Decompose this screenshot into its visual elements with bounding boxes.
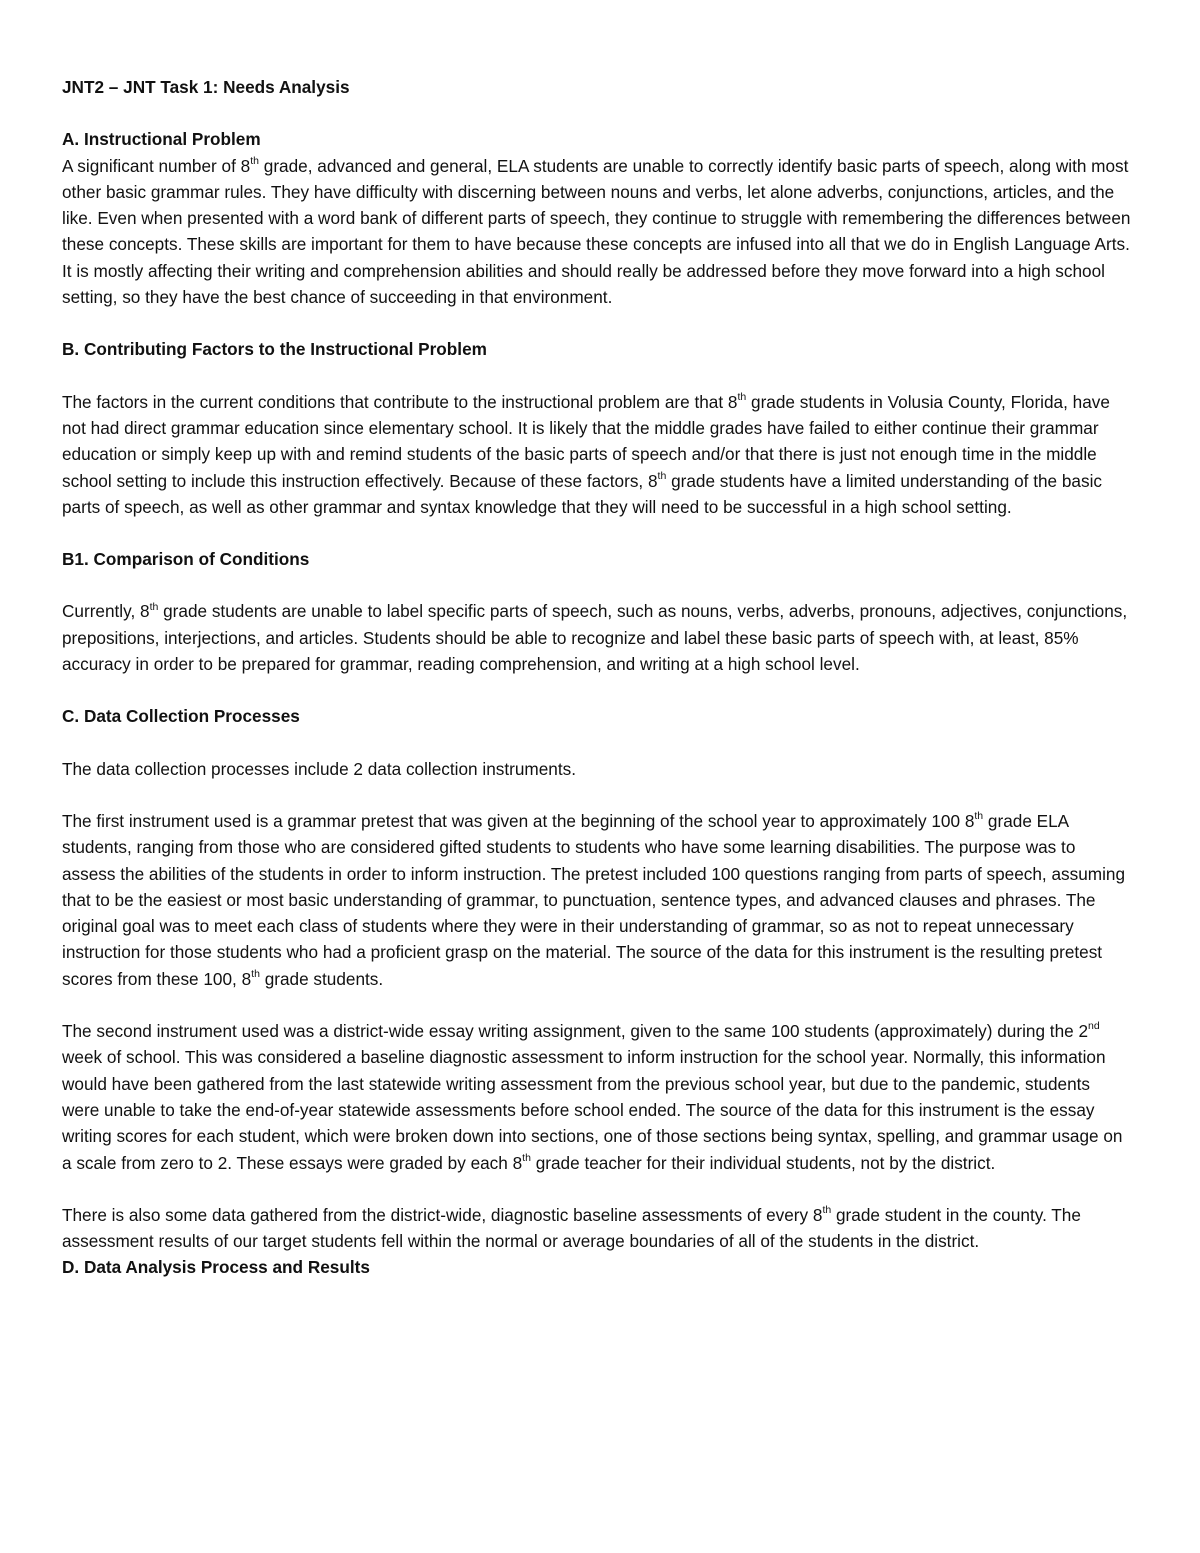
document-title: JNT2 – JNT Task 1: Needs Analysis [62,77,350,97]
text-run: A significant number of 8 [62,155,251,176]
heading-data-collection: C. Data Collection Processes [62,706,300,727]
heading-contributing-factors: B. Contributing Factors to the Instructional Problem [62,339,487,360]
ordinal-suffix: th [149,600,159,613]
ordinal-suffix: nd [1088,1020,1100,1033]
text-run: The second instrument used was a district-wide essay writing assignment, given to the same 100 students (approximately) during the 2 [62,1021,1089,1042]
ordinal-suffix: th [251,967,260,980]
text-run: grade students are unable to label specific parts of speech, such as nouns, verbs, adverbs, pronouns, adjectives, conjunctions, prepositions, interjections, and articles. Students should be able to recognize and label these basic parts of speech with, at least, 85% accuracy in order to be prepared for grammar, reading comprehension, and writing at a high school level. [62,601,1128,675]
ordinal-suffix: th [822,1204,832,1217]
text-run: grade students have a limited understanding of the basic parts of speech, as well as other grammar and syntax knowledge that they will need to be successful in a high school setting. [62,470,1102,517]
text-run: grade students in Volusia County, Florida, have not had direct grammar education since elementary school. It is likely that the middle grades have failed to either continue their grammar education or simply keep up with and remind students of the basic parts of speech and/or that there is just not enough time in the middle school setting to include this instruction effectively. Because of these factors, 8 [62,391,1110,491]
text-run: There is also some data gathered from the district-wide, diagnostic baseline assessments of every 8 [62,1204,823,1225]
paragraph-data-collection-intro: The data collection processes include 2 data collection instruments. [62,758,576,779]
text-run: grade teacher for their individual students, not by the district. [530,1152,996,1173]
text-run: grade student in the county. The assessment results of our target students fell within the normal or average boundaries of all of the students in the district. [62,1204,1081,1252]
text-run: The factors in the current conditions that contribute to the instructional problem are that 8 [62,391,738,412]
paragraph-instructional-problem [62,153,1132,311]
text-run: grade students. [259,968,384,989]
ordinal-suffix: th [657,469,667,482]
text-run: Currently, 8 [62,601,150,622]
ordinal-suffix: th [974,810,984,823]
heading-instructional-problem: A. Instructional Problem [62,129,261,150]
text-run: grade, advanced and general, ELA students are unable to correctly identify basic parts of speech, along with most other basic grammar rules. They have difficulty with discerning between nouns and verbs, let alone adverbs, conjunctions, articles, and the like. Even when presented with a word bank of different parts of speech, they continue to struggle with remembering the differences between these concepts. These skills are important for them to have because these concepts are infused into all that we do in English Language Arts. It is mostly affecting their writing and comprehension abilities and should really be addressed before they move forward into a high school setting, so they have the best chance of succeeding in that environment. [62,155,1131,308]
text-run: grade ELA students, ranging from those who are considered gifted students to students who have some learning disabilities. The purpose was to assess the abilities of the students in order to inform instruction. The pretest included 100 questions ranging from parts of speech, assuming that to be the easiest or most basic understanding of grammar, to punctuation, sentence types, and advanced clauses and phrases. The original goal was to meet each class of students where they were in their understanding of grammar, so as not to repeat unnecessary instruction for those students who had a proficient grasp on the material. The source of the data for this instrument is the resulting pretest scores from these 100, 8 [62,810,1126,989]
heading-comparison-of-conditions: B1. Comparison of Conditions [62,549,310,570]
paragraph-district-data [62,1202,1132,1255]
text-run: week of school. This was considered a baseline diagnostic assessment to inform instruction for the school year. Normally, this information would have been gathered from the last statewide writing assessment from the previous school year, but due to the pandemic, students were unable to take the end-of-year statewide assessments before school ended. The source of the data for this instrument is the essay writing scores for each student, which were broken down into sections, one of those sections being syntax, spelling, and grammar usage on a scale from zero to 2. These essays were graded by each 8 [62,1047,1123,1173]
paragraph-contributing-factors [62,389,1132,520]
text-run: The first instrument used is a grammar pretest that was given at the beginning of the school year to approximately 100 8 [62,810,975,831]
ordinal-suffix: th [737,390,747,403]
paragraph-first-instrument [62,808,1132,992]
paragraph-second-instrument [62,1018,1132,1176]
paragraph-comparison-of-conditions [62,598,1132,677]
heading-data-analysis: D. Data Analysis Process and Results [62,1257,370,1278]
ordinal-suffix: th [522,1151,531,1164]
ordinal-suffix: th [250,154,259,167]
